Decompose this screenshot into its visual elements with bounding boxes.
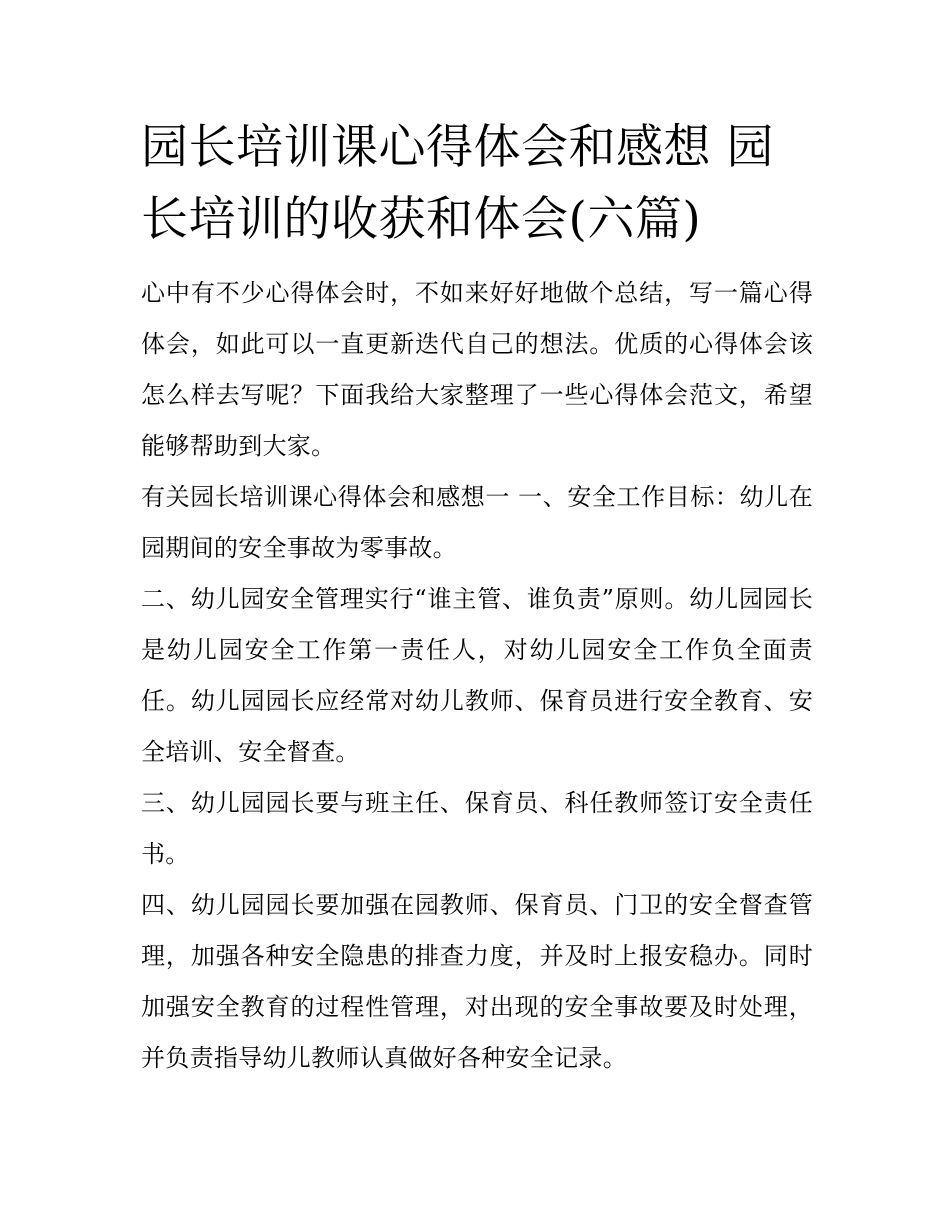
paragraph-section-2: 二、幼儿园安全管理实行“谁主管、谁负责”原则。幼儿园园长是幼儿园安全工作第一责任人，对幼儿园安全工作负全面责任。幼儿园园长应经常对幼儿教师、保育员进行安全教育、安全培训、安全督查。	[141, 585, 813, 766]
paragraph-section-4: 四、幼儿园园长要加强在园教师、保育员、门卫的安全督查管理，加强各种安全隐患的排查力度，并及时上报安稳办。同时加强安全教育的过程性管理，对出现的安全事故要及时处理，并负责指导幼儿教师认真做好各种安全记录。	[141, 891, 813, 1072]
document-page	[141, 112, 813, 1084]
document-title: 园长培训课心得体会和感想 园长培训的收获和体会(六篇)	[141, 120, 774, 247]
paragraph-section-1: 有关园长培训课心得体会和感想一 一、安全工作目标：幼儿在园期间的安全事故为零事故。	[141, 483, 813, 562]
paragraph-section-3: 三、幼儿园园长要与班主任、保育员、科任教师签订安全责任书。	[141, 789, 813, 868]
paragraph-intro: 心中有不少心得体会时，不如来好好地做个总结，写一篇心得体会，如此可以一直更新迭代自己的想法。优质的心得体会该怎么样去写呢？下面我给大家整理了一些心得体会范文，希望能够帮助到大家。	[141, 279, 813, 460]
